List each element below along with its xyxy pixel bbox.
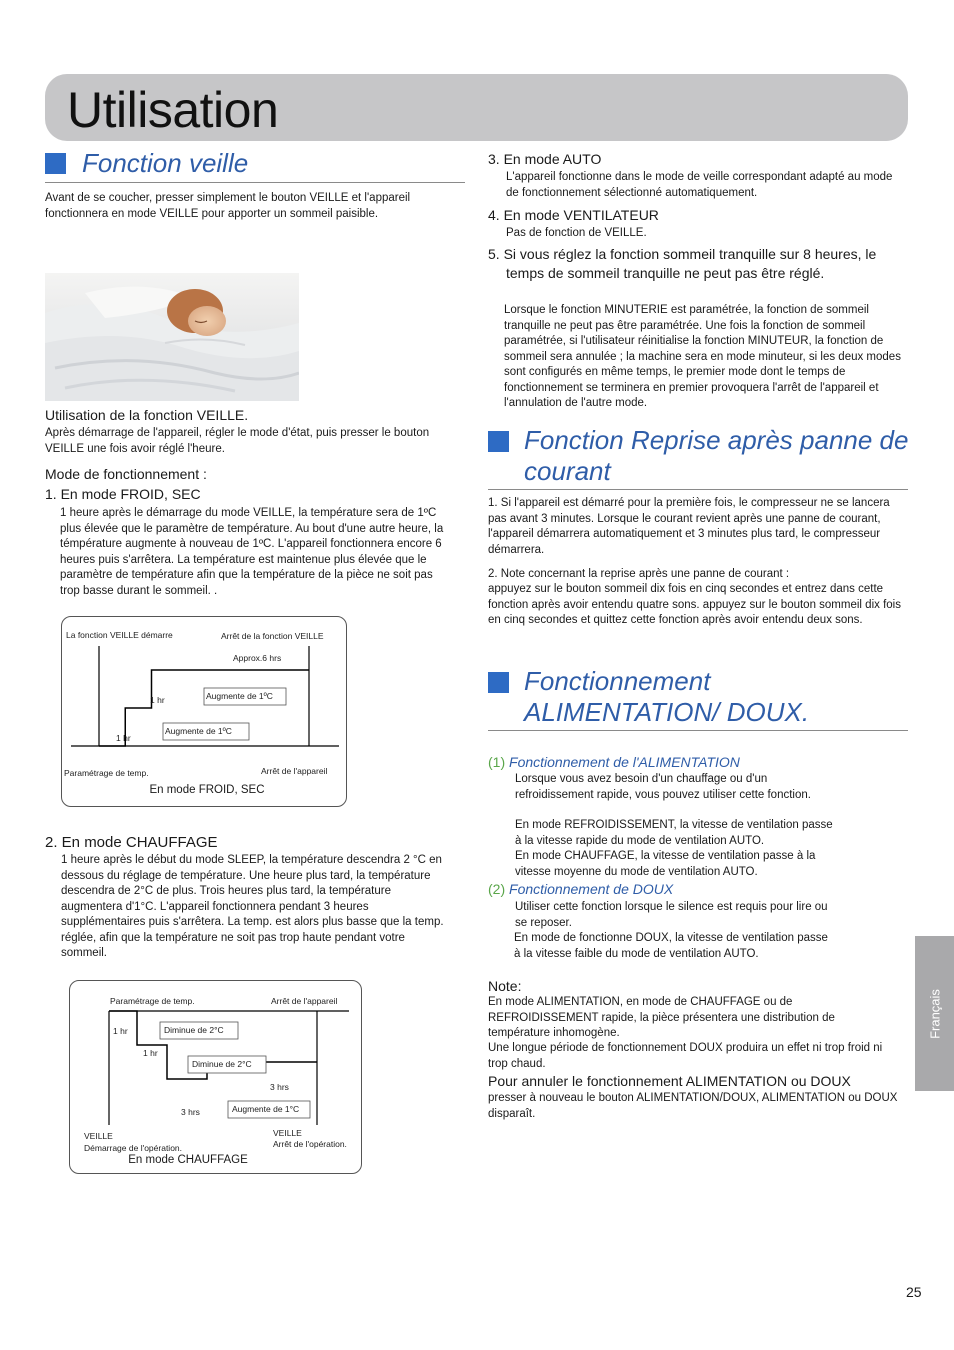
reprise-heading: Fonction Reprise après panne de courant	[524, 425, 909, 486]
cool-off-label: Arrêt de l'appareil	[261, 766, 328, 776]
cool-step2-label: Augmente de 1ºC	[165, 726, 232, 736]
heat-start-b: Démarrage de l'opération.	[84, 1143, 183, 1153]
note-title: Note:	[488, 978, 522, 994]
reprise-p2: appuyez sur le bouton sommeil dix fois en cinq secondes et entrez dans cette fonction après avoir entendu quatre sons. appuyez sur le bouton sommeil dix fois en cinq secondes et quittez cette fonction après avoir entendu deux sons.	[488, 583, 901, 626]
cool-diagram-title: En mode FROID, SEC	[149, 784, 265, 796]
cool-mode-chart	[61, 616, 347, 807]
cool-setpoint-label: Paramétrage de temp.	[64, 768, 149, 778]
heat-hr1-label: 1 hr	[113, 1026, 128, 1036]
section-marker	[488, 431, 509, 452]
heat-setpoint-label: Paramétrage de temp.	[110, 996, 195, 1006]
mode3-title: 3. En mode AUTO	[488, 151, 602, 167]
mode1-title: 1. En mode FROID, SEC	[45, 486, 201, 502]
cancel-title: Pour annuler le fonctionnement ALIMENTATION ou DOUX	[488, 1073, 851, 1089]
mode2-title: 2. En mode CHAUFFAGE	[45, 834, 218, 851]
heat-d1-label: Diminue de 2°C	[164, 1025, 224, 1035]
mode2-text: 1 heure après le début du mode SLEEP, la température descendra 2 °C en dessous du réglage de température. Une heure plus tard, la température descendra de 2°C de plus. Trois heures plus tard, la température augmentera d'1°C. L'appareil fonctionnera pendant 3 heures supplémentaires puis s'arrêtera. La temp. est alors plus basse que la temp. réglée, afin que la température ne soit pas trop haute pendant votre sommeil.	[61, 854, 444, 959]
usage-title: Utilisation de la fonction VEILLE.	[45, 407, 249, 423]
mode5-title: 5. Si vous réglez la fonction sommeil tranquille sur 8 heures, le temps de sommeil tranquille ne peut pas être réglé.	[488, 246, 877, 281]
mode4-title: 4. En mode VENTILATEUR	[488, 207, 659, 223]
reprise-p1: 1. Si l'appareil est démarré pour la première fois, le compresseur ne se lancera pas avant 3 minutes. Lorsque le courant revient après une panne de courant, l'appareil démarrera automatiquement et 3 minutes plus tard, le compresseur démarrera.	[488, 497, 890, 556]
cool-stop-label: Arrêt de la fonction VEILLE	[221, 631, 324, 641]
heat-end-b: Arrêt de l'opération.	[273, 1139, 347, 1149]
divider	[45, 182, 465, 183]
note-text-2: Une longue période de fonctionnement DOUX produira un effet ni trop froid ni trop chaud.	[488, 1042, 883, 1070]
alim-s1-text2: En mode REFROIDISSEMENT, la vitesse de ventilation passe à la vitesse rapide du mode de ventilation AUTO.	[515, 819, 833, 847]
heat-d2-label: Diminue de 2°C	[192, 1059, 252, 1069]
section-marker	[488, 672, 509, 693]
alim-s1-heading: (1) Fonctionnement de l'ALIMENTATION	[488, 754, 740, 770]
page-title: Utilisation	[67, 82, 279, 138]
heat-u1-label: Augmente de 1°C	[232, 1104, 300, 1114]
usage-text: Après démarrage de l'appareil, régler le mode d'état, puis presser le bouton VEILLE une fois avoir réglé l'heure.	[45, 427, 430, 455]
veille-intro: Avant de se coucher, presser simplement le bouton VEILLE et l'appareil fonctionnera en mode VEILLE pour apporter un sommeil paisible.	[45, 192, 411, 220]
mode-title: Mode de fonctionnement :	[45, 466, 207, 482]
divider	[488, 489, 908, 490]
heat-hr2-label: 1 hr	[143, 1048, 158, 1058]
alim-s1-text1: Lorsque vous avez besoin d'un chauffage ou d'un refroidissement rapide, vous pouvez utiliser cette fonction.	[515, 773, 811, 801]
sleeping-woman-photo	[45, 273, 299, 401]
veille-heading: Fonction veille	[82, 148, 249, 178]
mode3-text: L'appareil fonctionne dans le mode de veille correspondant adapté au mode de fonctionnement sélectionné automatiquement.	[506, 171, 893, 199]
heat-hr4-label: 3 hrs	[181, 1107, 200, 1117]
heat-start-a: VEILLE	[84, 1131, 113, 1141]
alim-s2-text1: Utiliser cette fonction lorsque le silence est requis pour lire ou se reposer.	[515, 901, 828, 929]
language-tab: Français	[915, 936, 954, 1091]
divider	[488, 730, 908, 731]
mode5-text: Lorsque le fonction MINUTERIE est paramétrée, la fonction de sommeil tranquille ne peut pas être paramétrée. Une fois la fonction de sommeil paramétrée, si l'utilisateur réinitialise la fonction MINUTEUR, la fonction de sommeil sera annulée ; la machine sera en mode minuteur, si les deux modes sont configurés en même temps, le premier mode dont le temps de fonctionnement se terminera en premier provoquera l'arrêt de l'appareil et l'annulation de l'autre mode.	[504, 304, 901, 409]
cool-hr1-label: 1 hr	[150, 695, 165, 705]
reprise-p2-title: 2. Note concernant la reprise après une panne de courant :	[488, 568, 790, 580]
alim-heading: Fonctionnement ALIMENTATION/ DOUX.	[524, 666, 810, 727]
cancel-text: presser à nouveau le bouton ALIMENTATION/DOUX, ALIMENTATION ou DOUX disparaît.	[488, 1092, 898, 1120]
heat-diagram-title: En mode CHAUFFAGE	[128, 1154, 248, 1166]
page-number: 25	[906, 1284, 922, 1300]
cool-hr2-label: 1 hr	[116, 733, 131, 743]
cool-start-label: La fonction VEILLE démarre	[66, 630, 173, 640]
heat-end-a: VEILLE	[273, 1128, 302, 1138]
cool-approx-label: Approx.6 hrs	[233, 653, 282, 663]
mode4-text: Pas de fonction de VEILLE.	[506, 227, 647, 239]
alim-s1-text3: En mode CHAUFFAGE, la vitesse de ventilation passe à la vitesse moyenne du mode de ventilation AUTO.	[515, 850, 816, 878]
cool-step1-label: Augmente de 1ºC	[206, 691, 273, 701]
heat-off-label: Arrêt de l'appareil	[271, 996, 338, 1006]
section-marker	[45, 153, 66, 174]
alim-s2-heading: (2) Fonctionnement de DOUX	[488, 881, 674, 897]
mode1-text: 1 heure après le démarrage du mode VEILLE, la température sera de 1ºC plus élevée que le paramètre de température. Au bout d'une autre heure, la témpérature augmente à nouveau de 1ºC. L'appareil fonctionnera encore 6 heures puis s'arrêtera. La température est maintenue plus élevée que le paramètre de température afin que la température de la pièce ne soit pas trop basse durant le sommeil. .	[60, 507, 444, 597]
heat-hr3-label: 3 hrs	[270, 1082, 289, 1092]
note-text-1: En mode ALIMENTATION, en mode de CHAUFFAGE ou de REFROIDISSEMENT rapide, la pièce présentera une distribution de température inhomogène.	[488, 996, 835, 1039]
alim-s2-text2: En mode de fonctionne DOUX, la vitesse de ventilation passe à la vitesse faible du mode de ventilation AUTO.	[514, 932, 828, 960]
